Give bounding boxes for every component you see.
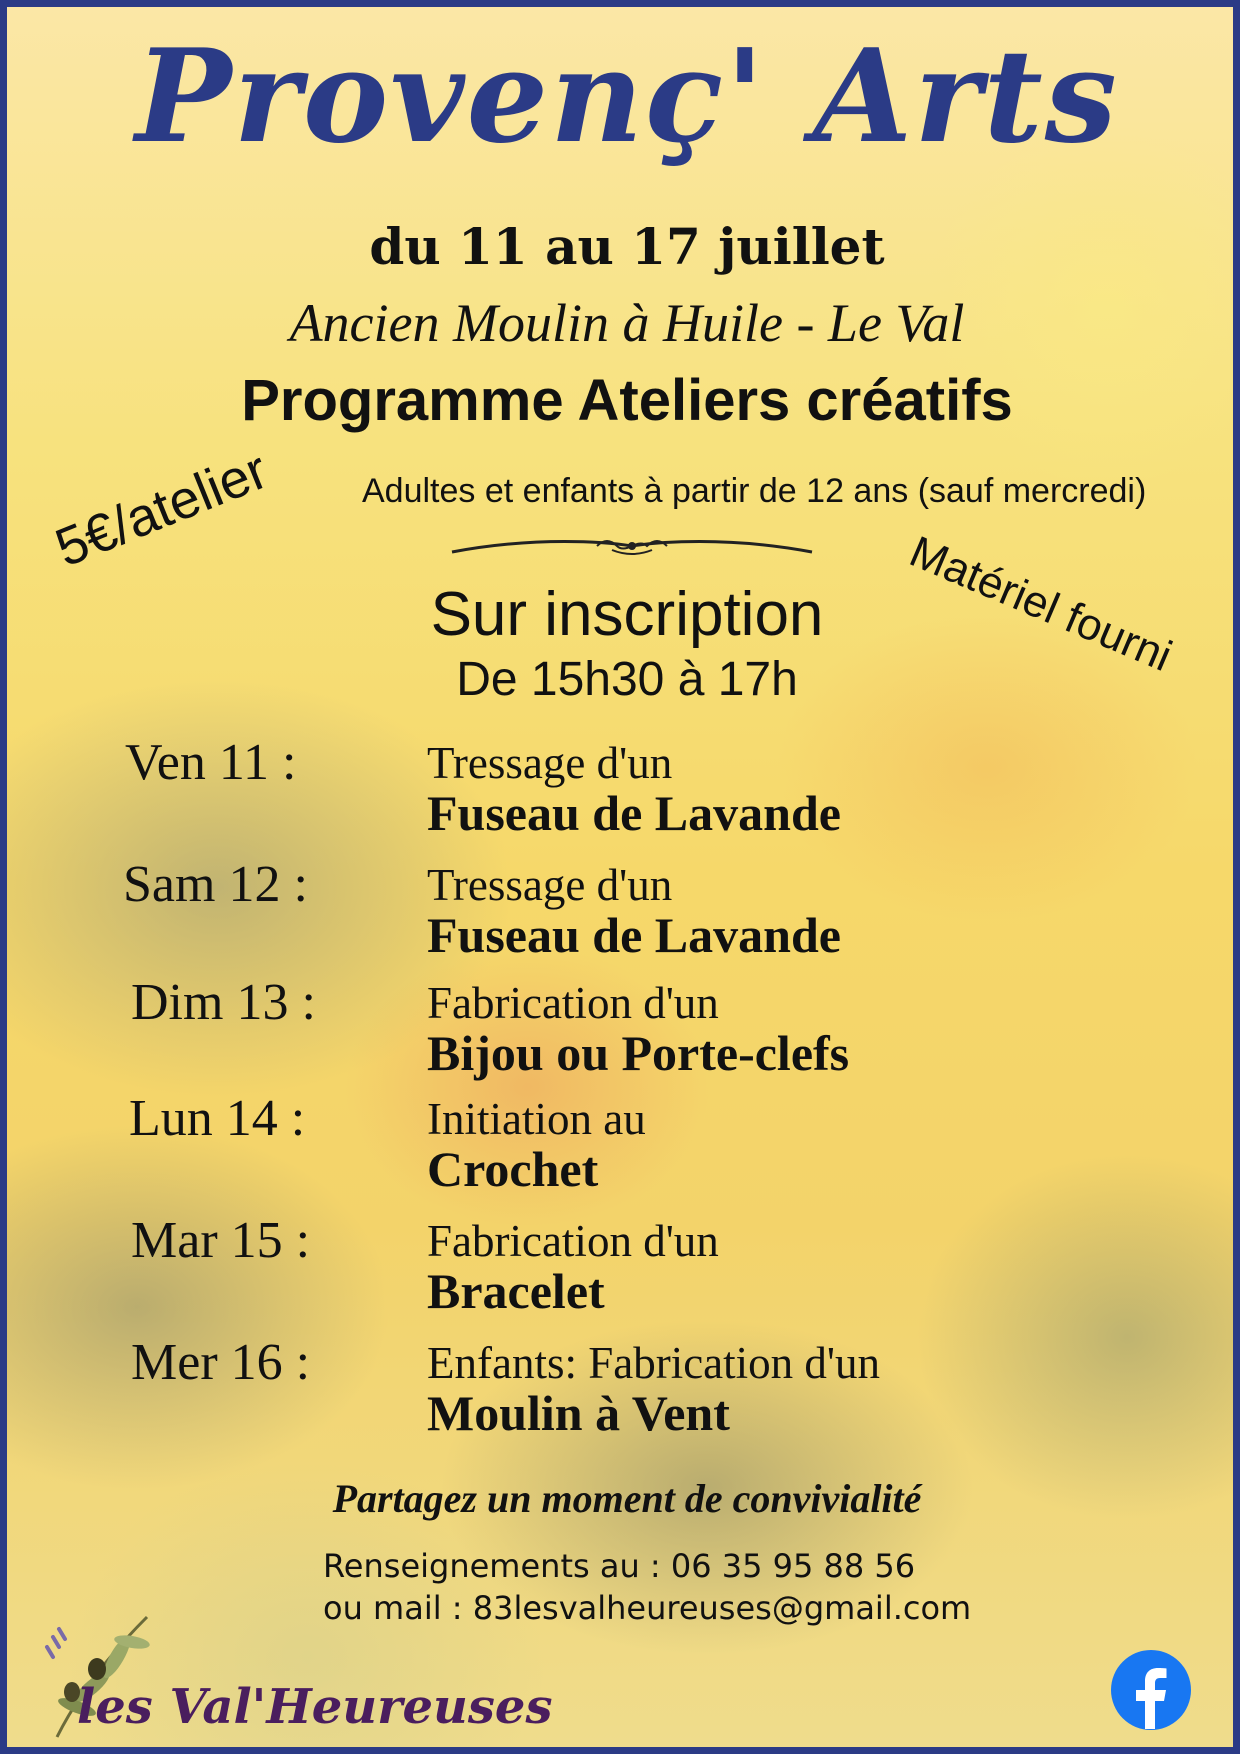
schedule-row xyxy=(7,849,1240,969)
schedule-row xyxy=(7,967,1240,1087)
contact-email: ou mail : 83lesvalheureuses@gmail.com xyxy=(323,1589,972,1627)
event-venue: Ancien Moulin à Huile - Le Val xyxy=(289,293,965,353)
audience-note: Adultes et enfants à partir de 12 ans (sauf mercredi) xyxy=(362,472,1147,510)
schedule-day: Ven 11 : xyxy=(125,734,297,791)
schedule-activity-intro: Tressage d'un xyxy=(427,860,673,910)
schedule-activity-name: Bijou ou Porte-clefs xyxy=(427,1025,850,1081)
event-dates: du 11 au 17 juillet xyxy=(369,217,885,276)
schedule-row xyxy=(7,1205,1240,1325)
program-heading: Programme Ateliers créatifs xyxy=(241,368,1013,433)
schedule-row xyxy=(7,1083,1240,1203)
workshop-hours: De 15h30 à 17h xyxy=(456,653,798,706)
organizer-logo xyxy=(37,1607,553,1754)
schedule-row xyxy=(7,727,1240,847)
flourish-divider-icon xyxy=(447,532,817,562)
registration-note: Sur inscription xyxy=(430,580,824,649)
schedule-activity-intro: Tressage d'un xyxy=(427,738,673,788)
schedule-activity-name: Moulin à Vent xyxy=(427,1385,730,1441)
material-label: Matériel fourni xyxy=(902,527,1179,682)
schedule-activity-intro: Fabrication d'un xyxy=(427,978,719,1028)
schedule-row xyxy=(7,1327,1240,1447)
workshop-schedule xyxy=(7,727,1240,1447)
schedule-activity-intro: Fabrication d'un xyxy=(427,1216,719,1266)
schedule-activity-name: Crochet xyxy=(427,1141,599,1197)
schedule-day: Sam 12 : xyxy=(123,856,308,913)
schedule-day: Mar 15 : xyxy=(131,1212,311,1269)
schedule-day: Lun 14 : xyxy=(129,1090,306,1147)
schedule-activity-name: Bracelet xyxy=(427,1263,605,1319)
schedule-day: Dim 13 : xyxy=(131,974,316,1031)
schedule-activity-intro: Enfants: Fabrication d'un xyxy=(427,1338,881,1388)
schedule-activity-name: Fuseau de Lavande xyxy=(427,907,841,963)
schedule-activity-intro: Initiation au xyxy=(427,1094,646,1144)
facebook-icon[interactable] xyxy=(1110,1649,1192,1731)
contact-phone: Renseignements au : 06 35 95 88 56 xyxy=(323,1547,916,1585)
organizer-name: les Val'Heureuses xyxy=(77,1679,553,1735)
price-label: 5€/atelier xyxy=(47,439,276,579)
tagline: Partagez un moment de convivialité xyxy=(332,1476,922,1521)
schedule-day: Mer 16 : xyxy=(131,1334,311,1391)
poster-title: Provenç' Arts xyxy=(135,22,1119,172)
schedule-activity-name: Fuseau de Lavande xyxy=(427,785,841,841)
